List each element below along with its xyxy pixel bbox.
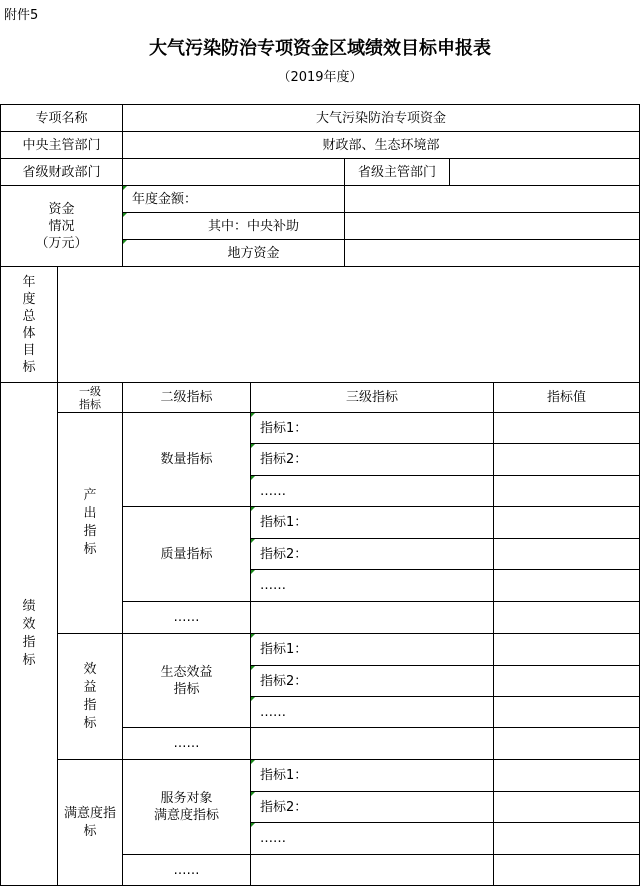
year-label: （2019年度）: [277, 70, 363, 85]
satisfaction-more-level2: ……: [122, 854, 251, 886]
attachment-label: 附件5: [4, 8, 39, 23]
satisfaction-more-level3[interactable]: [250, 854, 494, 886]
central-dept-value: 财政部、生态环境部: [122, 131, 640, 159]
output-indicators-label: 产 出 指 标: [57, 412, 123, 634]
prov-finance-label: 省级财政部门: [0, 158, 123, 186]
page-title: 大气污染防治专项资金区域绩效目标申报表: [149, 38, 491, 59]
benefit-indicators-label: 效 益 指 标: [57, 633, 123, 760]
eco-ind1: 指标1：: [250, 633, 494, 666]
quantity-more-value[interactable]: [493, 475, 640, 507]
output-more: ……: [122, 601, 251, 634]
header-level1: 一级 指标: [57, 382, 123, 413]
quantity-ind1: 指标1：: [250, 412, 494, 444]
local-funds-label: 地方资金: [122, 239, 345, 267]
quality-more-value[interactable]: [493, 569, 640, 602]
prov-dept-value[interactable]: [449, 158, 640, 186]
eco-ind2: 指标2：: [250, 665, 494, 697]
annual-amount-label: 年度金额：: [122, 185, 345, 213]
quality-ind2: 指标2：: [250, 538, 494, 570]
quality-indicators: 质量指标: [122, 506, 251, 602]
performance-label: 绩 效 指 标: [0, 382, 58, 886]
eco-more: ……: [250, 696, 494, 728]
header-level2: 二级指标: [122, 382, 251, 413]
annual-goal-value[interactable]: [57, 266, 640, 383]
prov-finance-value[interactable]: [122, 158, 345, 186]
central-subsidy-label: 其中：中央补助: [122, 212, 345, 240]
quality-ind1-value[interactable]: [493, 506, 640, 539]
benefit-more-level3[interactable]: [250, 727, 494, 760]
project-name-label: 专项名称: [0, 104, 123, 132]
central-subsidy-value[interactable]: [344, 212, 640, 240]
satisfaction-ind2: 指标2：: [250, 791, 494, 823]
project-name-value: 大气污染防治专项资金: [122, 104, 640, 132]
satisfaction-ind1: 指标1：: [250, 759, 494, 792]
quantity-ind1-value[interactable]: [493, 412, 640, 444]
quality-more: ……: [250, 569, 494, 602]
benefit-more: ……: [122, 727, 251, 760]
output-more-value[interactable]: [493, 601, 640, 634]
quantity-ind2: 指标2：: [250, 443, 494, 476]
eco-more-value[interactable]: [493, 696, 640, 728]
quantity-indicators: 数量指标: [122, 412, 251, 507]
service-satisfaction-indicators: 服务对象 满意度指标: [122, 759, 251, 855]
quality-ind2-value[interactable]: [493, 538, 640, 570]
satisfaction-more: ……: [250, 822, 494, 855]
header-value: 指标值: [493, 382, 640, 413]
eco-ind1-value[interactable]: [493, 633, 640, 666]
quality-ind1: 指标1：: [250, 506, 494, 539]
satisfaction-more-value2[interactable]: [493, 854, 640, 886]
quantity-ind2-value[interactable]: [493, 443, 640, 476]
prov-dept-label: 省级主管部门: [344, 158, 450, 186]
satisfaction-ind2-value[interactable]: [493, 791, 640, 823]
satisfaction-indicators-label: 满意度指 标: [57, 759, 123, 886]
quantity-more: ……: [250, 475, 494, 507]
benefit-more-value[interactable]: [493, 727, 640, 760]
eco-benefit-indicators: 生态效益 指标: [122, 633, 251, 728]
funds-label: 资金 情况 （万元）: [0, 185, 123, 267]
header-level3: 三级指标: [250, 382, 494, 413]
satisfaction-more-value[interactable]: [493, 822, 640, 855]
output-more-level3[interactable]: [250, 601, 494, 634]
annual-goal-label: 年 度 总 体 目 标: [0, 266, 58, 383]
eco-ind2-value[interactable]: [493, 665, 640, 697]
central-dept-label: 中央主管部门: [0, 131, 123, 159]
satisfaction-ind1-value[interactable]: [493, 759, 640, 792]
local-funds-value[interactable]: [344, 239, 640, 267]
annual-amount-value[interactable]: [344, 185, 640, 213]
